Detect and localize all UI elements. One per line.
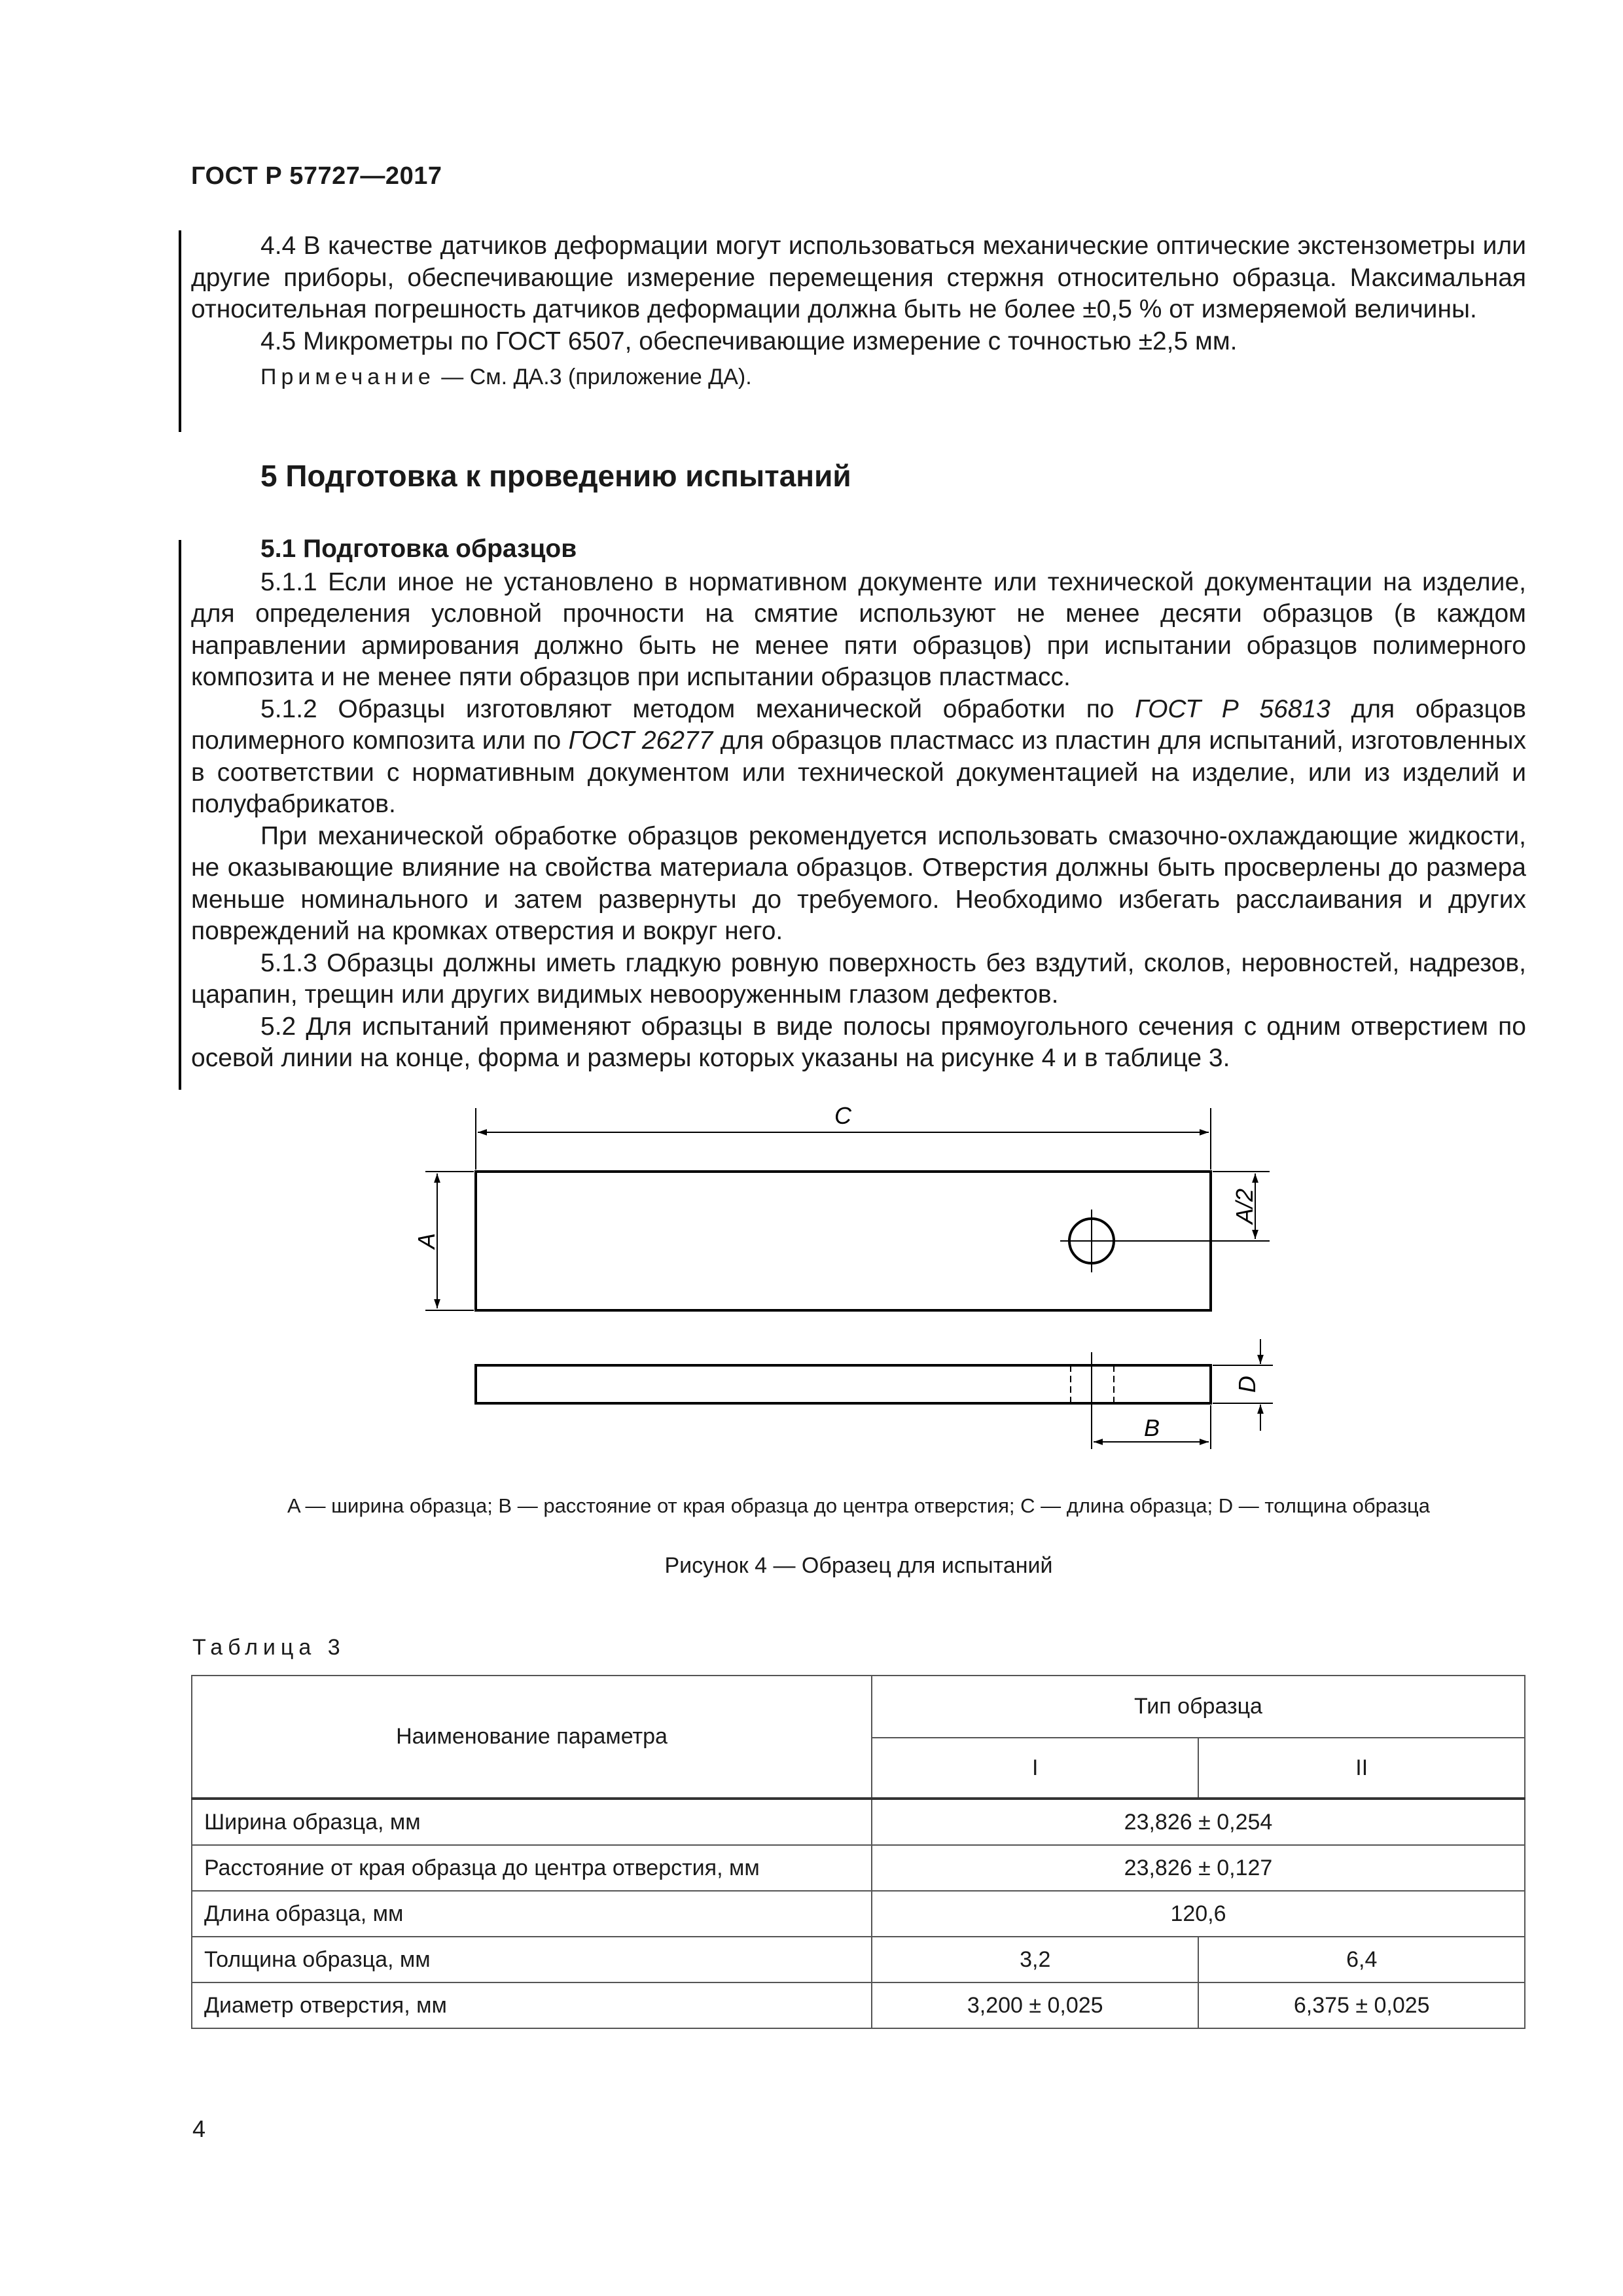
document-header: ГОСТ Р 57727—2017 — [191, 162, 442, 190]
figure-caption: Рисунок 4 — Образец для испытаний — [664, 1553, 1053, 1578]
paragraph-4-5: 4.5 Микрометры по ГОСТ 6507, обеспечивающие измерение с точностью ±2,5 мм. — [260, 327, 1238, 355]
paragraph-5-2: 5.2 Для испытаний применяют образцы в виде полосы прямоугольного сечения с одним отверстием по осевой линии на конце, форма и размеры которых указаны на рисунке 4 и в таблице 3. — [191, 1012, 1526, 1072]
table-row — [192, 1937, 1525, 1982]
label-a: A — [413, 1232, 440, 1249]
note-label: Примечание — [260, 365, 435, 389]
row-param: Расстояние от края образца до центра отверстия, мм — [192, 1845, 872, 1891]
row-param: Диаметр отверстия, мм — [192, 1982, 872, 2028]
row-param: Толщина образца, мм — [192, 1937, 872, 1982]
paragraph-machining: При механической обработке образцов рекомендуется использовать смазочно-охлаждающие жидкости, не оказывающие влияние на свойства материала образцов. Отверстия должны быть просверлены до размера меньше номинального и затем развернуты до требуемого. Необходимо избегать расслаивания и других повреждений на кромках отверстия и вокруг него. — [191, 821, 1526, 945]
header-param-name: Наименование параметра — [192, 1676, 872, 1799]
paragraph-5-1-3: 5.1.3 Образцы должны иметь гладкую ровную поверхность без вздутий, сколов, неровностей, надрезов, царапин, трещин или других видимых невооруженным глазом дефектов. — [191, 948, 1526, 1009]
row-value-type-2: 6,375 ± 0,025 — [1198, 1982, 1525, 2028]
paragraph-5-1-1: 5.1.1 Если иное не установлено в нормативном документе или технической документации на изделие, для определения условной прочности на смятие используют не менее десяти образцов (в каждом направлении армирования должно быть не менее пяти образцов) при испытании образцов полимерного композита и не менее пяти образцов при испытании образцов пластмасс. — [191, 567, 1526, 691]
specimen-side-view — [476, 1365, 1211, 1403]
header-specimen-type: Тип образца — [872, 1676, 1525, 1738]
header-type-2: II — [1198, 1738, 1525, 1799]
paragraph-5-1-2: 5.1.2 Образцы изготовляют методом механической обработки по ГОСТ Р 56813 для образцов полимерного композита или по ГОСТ 26277 для образцов пластмасс из пластин для испытаний, изготовленных в соответствии с нормативным документом или технической документацией на изделие, или из изделий и полуфабрикатов. — [191, 694, 1527, 818]
row-param: Ширина образца, мм — [192, 1799, 872, 1845]
header-type-1: I — [872, 1738, 1199, 1799]
table-row — [192, 1891, 1525, 1937]
figure-legend: A — ширина образца; B — расстояние от края образца до центра отверстия; C — длина образца; D — толщина образца — [287, 1494, 1431, 1517]
row-value: 23,826 ± 0,127 — [872, 1845, 1525, 1891]
table-title: Таблица 3 — [192, 1635, 346, 1660]
label-d: D — [1234, 1376, 1260, 1393]
row-value: 120,6 — [872, 1891, 1525, 1937]
note-text: — См. ДА.3 (приложение ДА). — [435, 365, 752, 389]
row-value: 23,826 ± 0,254 — [872, 1799, 1525, 1845]
row-value-type-1: 3,2 — [872, 1937, 1199, 1982]
label-c: C — [834, 1102, 851, 1129]
parameters-table — [191, 1675, 1525, 2029]
table-row — [192, 1799, 1525, 1845]
label-b: B — [1143, 1414, 1160, 1441]
subsection-5-1-heading: 5.1 Подготовка образцов — [260, 535, 577, 563]
ref-gost-26277: ГОСТ 26277 — [568, 726, 713, 755]
table-row — [192, 1982, 1525, 2028]
row-value-type-2: 6,4 — [1198, 1937, 1525, 1982]
page-number: 4 — [192, 2115, 206, 2142]
paragraph-4-4: 4.4 В качестве датчиков деформации могут использоваться механические оптические экстензометры или другие приборы, обеспечивающие измерение перемещения стержня относительно образца. Максимальная относительная погрешность датчиков деформации должна быть не более ±0,5 % от измеряемой величины. — [191, 232, 1526, 323]
row-value-type-1: 3,200 ± 0,025 — [872, 1982, 1199, 2028]
section-5-heading: 5 Подготовка к проведению испытаний — [260, 459, 851, 493]
ref-gost-r-56813: ГОСТ Р 56813 — [1135, 694, 1330, 723]
label-a-half: A/2 — [1231, 1188, 1258, 1225]
row-param: Длина образца, мм — [192, 1891, 872, 1937]
table-row — [192, 1845, 1525, 1891]
